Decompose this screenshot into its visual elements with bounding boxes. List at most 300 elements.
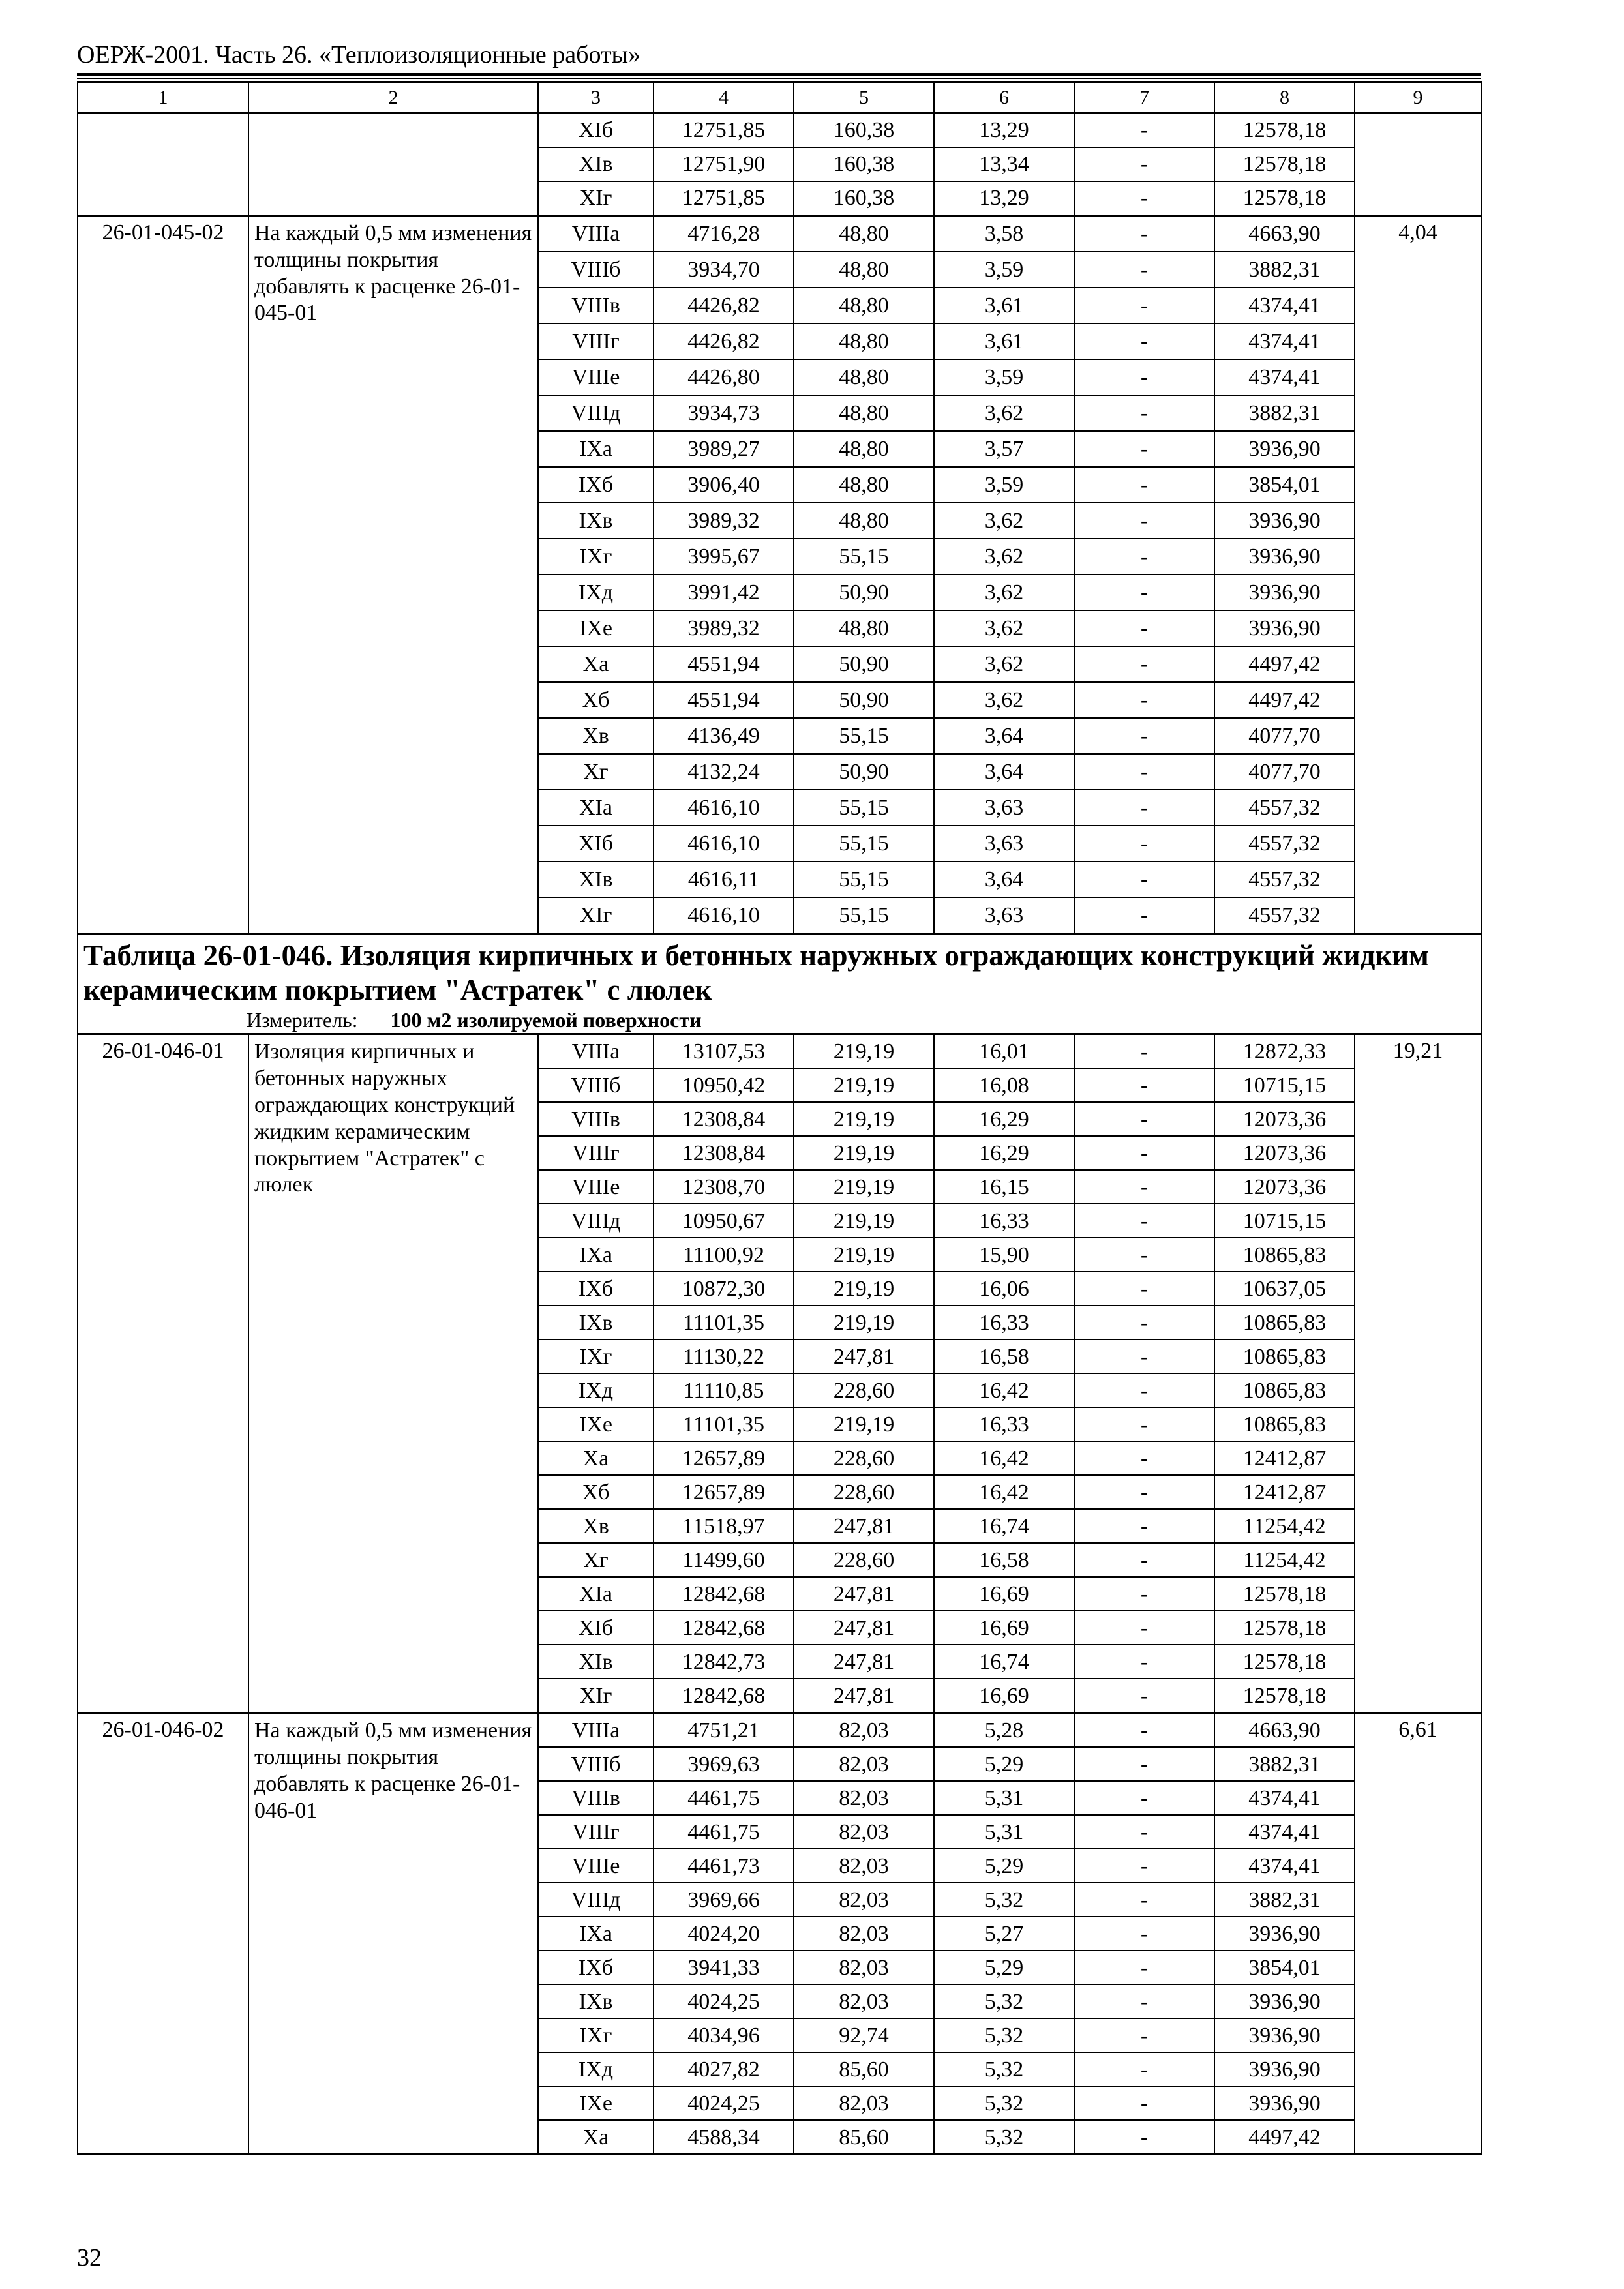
total-cost-cell: 3989,27 [654, 431, 794, 467]
materials-cell: 4497,42 [1214, 2120, 1355, 2154]
labor-wages-cell: 219,19 [794, 1102, 934, 1136]
labor-wages-cell: 247,81 [794, 1611, 934, 1645]
total-cost-cell: 12308,70 [654, 1170, 794, 1204]
machines-cell: 3,58 [934, 216, 1074, 252]
machines-cell: 5,32 [934, 2052, 1074, 2086]
materials-cell: 4374,41 [1214, 323, 1355, 359]
total-cost-cell: 4024,20 [654, 1917, 794, 1951]
labor-wages-cell: 48,80 [794, 610, 934, 646]
zone-cell: VIIIа [538, 1034, 654, 1069]
labor-wages-cell: 228,60 [794, 1441, 934, 1475]
zone-cell: XIа [538, 1577, 654, 1611]
total-cost-cell: 12842,73 [654, 1645, 794, 1679]
zone-cell: VIIIа [538, 216, 654, 252]
rates-table [77, 81, 1482, 2155]
labor-wages-cell: 50,90 [794, 575, 934, 610]
driver-wages-cell: - [1074, 754, 1214, 790]
driver-wages-cell: - [1074, 288, 1214, 323]
labor-wages-cell: 160,38 [794, 113, 934, 148]
machines-cell: 16,29 [934, 1102, 1074, 1136]
table-title: Таблица 26-01-046. Изоляция кирпичных и бетонных наружных ограждающих конструкций жидким керамическим покрытием "Астратек" с люлек [83, 939, 1429, 1007]
materials-cell: 3882,31 [1214, 252, 1355, 288]
materials-cell: 4663,90 [1214, 216, 1355, 252]
labor-wages-cell: 219,19 [794, 1034, 934, 1069]
driver-wages-cell: - [1074, 1339, 1214, 1373]
zone-cell: XIа [538, 790, 654, 826]
materials-cell: 3936,90 [1214, 575, 1355, 610]
materials-cell: 12578,18 [1214, 1679, 1355, 1713]
driver-wages-cell: - [1074, 2120, 1214, 2154]
machines-cell: 5,32 [934, 2086, 1074, 2120]
machines-cell: 16,15 [934, 1170, 1074, 1204]
machines-cell: 13,29 [934, 113, 1074, 148]
materials-cell: 4557,32 [1214, 861, 1355, 897]
total-cost-cell: 10950,42 [654, 1068, 794, 1102]
machines-cell: 16,74 [934, 1645, 1074, 1679]
materials-cell: 4497,42 [1214, 646, 1355, 682]
materials-cell: 12872,33 [1214, 1034, 1355, 1069]
total-cost-cell: 4616,10 [654, 826, 794, 861]
total-cost-cell: 3969,66 [654, 1883, 794, 1917]
total-cost-cell: 4426,82 [654, 288, 794, 323]
machines-cell: 3,62 [934, 395, 1074, 431]
machines-cell: 3,62 [934, 682, 1074, 718]
total-cost-cell: 11518,97 [654, 1509, 794, 1543]
rate-code-cell: 26-01-046-02 [78, 1713, 248, 2155]
total-cost-cell: 11130,22 [654, 1339, 794, 1373]
column-number: 1 [78, 82, 248, 113]
driver-wages-cell: - [1074, 718, 1214, 754]
total-cost-cell: 12657,89 [654, 1475, 794, 1509]
materials-cell: 12578,18 [1214, 1611, 1355, 1645]
materials-cell: 3936,90 [1214, 2052, 1355, 2086]
zone-cell: IXб [538, 467, 654, 503]
driver-wages-cell: - [1074, 1136, 1214, 1170]
machines-cell: 16,33 [934, 1306, 1074, 1339]
machines-cell: 3,59 [934, 252, 1074, 288]
total-cost-cell: 4461,73 [654, 1849, 794, 1883]
zone-cell: VIIIб [538, 252, 654, 288]
driver-wages-cell: - [1074, 1747, 1214, 1781]
driver-wages-cell: - [1074, 1781, 1214, 1815]
machines-cell: 16,33 [934, 1204, 1074, 1238]
total-cost-cell: 13107,53 [654, 1034, 794, 1069]
labor-hours-cell: 4,04 [1355, 216, 1481, 934]
labor-wages-cell: 228,60 [794, 1475, 934, 1509]
driver-wages-cell: - [1074, 467, 1214, 503]
labor-wages-cell: 219,19 [794, 1272, 934, 1306]
materials-cell: 12578,18 [1214, 181, 1355, 216]
labor-wages-cell: 247,81 [794, 1509, 934, 1543]
machines-cell: 16,29 [934, 1136, 1074, 1170]
machines-cell: 15,90 [934, 1238, 1074, 1272]
column-number: 6 [934, 82, 1074, 113]
labor-hours-cell: 19,21 [1355, 1034, 1481, 1713]
measurer-line [83, 1009, 1475, 1032]
zone-cell: VIIIа [538, 1713, 654, 1748]
machines-cell: 5,28 [934, 1713, 1074, 1748]
driver-wages-cell: - [1074, 1951, 1214, 1984]
machines-cell: 5,31 [934, 1781, 1074, 1815]
column-number: 8 [1214, 82, 1355, 113]
zone-cell: VIIIд [538, 1204, 654, 1238]
materials-cell: 3936,90 [1214, 503, 1355, 539]
labor-wages-cell: 55,15 [794, 861, 934, 897]
total-cost-cell: 4588,34 [654, 2120, 794, 2154]
machines-cell: 16,42 [934, 1441, 1074, 1475]
zone-cell: Xг [538, 754, 654, 790]
labor-wages-cell: 55,15 [794, 790, 934, 826]
column-number: 4 [654, 82, 794, 113]
machines-cell: 13,34 [934, 147, 1074, 181]
total-cost-cell: 11499,60 [654, 1543, 794, 1577]
labor-wages-cell: 82,03 [794, 1713, 934, 1748]
driver-wages-cell: - [1074, 1509, 1214, 1543]
materials-cell: 3936,90 [1214, 610, 1355, 646]
zone-cell: IXе [538, 2086, 654, 2120]
labor-wages-cell: 85,60 [794, 2052, 934, 2086]
rate-code-cell [78, 113, 248, 216]
labor-wages-cell: 48,80 [794, 431, 934, 467]
driver-wages-cell: - [1074, 1713, 1214, 1748]
table-title-row [78, 934, 1481, 1034]
materials-cell: 3936,90 [1214, 2018, 1355, 2052]
total-cost-cell: 4716,28 [654, 216, 794, 252]
materials-cell: 10637,05 [1214, 1272, 1355, 1306]
driver-wages-cell: - [1074, 216, 1214, 252]
driver-wages-cell: - [1074, 1611, 1214, 1645]
driver-wages-cell: - [1074, 181, 1214, 216]
zone-cell: VIIIе [538, 1849, 654, 1883]
zone-cell: IXа [538, 1238, 654, 1272]
rate-description-cell [248, 113, 538, 216]
machines-cell: 16,42 [934, 1373, 1074, 1407]
driver-wages-cell: - [1074, 682, 1214, 718]
machines-cell: 3,62 [934, 539, 1074, 575]
driver-wages-cell: - [1074, 1170, 1214, 1204]
labor-wages-cell: 247,81 [794, 1679, 934, 1713]
rate-description-cell: На каждый 0,5 мм изменения толщины покрытия добавлять к расценке 26-01-045-01 [248, 216, 538, 934]
machines-cell: 3,61 [934, 288, 1074, 323]
driver-wages-cell: - [1074, 2052, 1214, 2086]
total-cost-cell: 12842,68 [654, 1577, 794, 1611]
running-header: ОЕРЖ-2001. Часть 26. «Теплоизоляционные работы» [77, 41, 641, 68]
labor-wages-cell: 82,03 [794, 1781, 934, 1815]
rate-description-cell: На каждый 0,5 мм изменения толщины покрытия добавлять к расценке 26-01-046-01 [248, 1713, 538, 2155]
materials-cell: 10715,15 [1214, 1204, 1355, 1238]
zone-cell: XIб [538, 1611, 654, 1645]
labor-wages-cell: 219,19 [794, 1136, 934, 1170]
driver-wages-cell: - [1074, 1645, 1214, 1679]
driver-wages-cell: - [1074, 1679, 1214, 1713]
total-cost-cell: 4551,94 [654, 682, 794, 718]
table-row [78, 1034, 1481, 1069]
total-cost-cell: 4034,96 [654, 2018, 794, 2052]
labor-wages-cell: 219,19 [794, 1068, 934, 1102]
column-number: 9 [1355, 82, 1481, 113]
total-cost-cell: 12751,85 [654, 113, 794, 148]
materials-cell: 3936,90 [1214, 2086, 1355, 2120]
zone-cell: IXд [538, 1373, 654, 1407]
labor-wages-cell: 219,19 [794, 1238, 934, 1272]
zone-cell: IXа [538, 431, 654, 467]
labor-wages-cell: 228,60 [794, 1543, 934, 1577]
labor-wages-cell: 160,38 [794, 147, 934, 181]
driver-wages-cell: - [1074, 1272, 1214, 1306]
labor-wages-cell: 48,80 [794, 395, 934, 431]
total-cost-cell: 4616,10 [654, 897, 794, 934]
machines-cell: 13,29 [934, 181, 1074, 216]
zone-cell: VIIIг [538, 1815, 654, 1849]
driver-wages-cell: - [1074, 1543, 1214, 1577]
labor-wages-cell: 82,03 [794, 2086, 934, 2120]
zone-cell: IXг [538, 1339, 654, 1373]
machines-cell: 5,31 [934, 1815, 1074, 1849]
machines-cell: 3,63 [934, 897, 1074, 934]
driver-wages-cell: - [1074, 503, 1214, 539]
labor-wages-cell: 48,80 [794, 323, 934, 359]
zone-cell: IXв [538, 1984, 654, 2018]
machines-cell: 5,32 [934, 1984, 1074, 2018]
total-cost-cell: 4027,82 [654, 2052, 794, 2086]
materials-cell: 12073,36 [1214, 1102, 1355, 1136]
zone-cell: IXд [538, 2052, 654, 2086]
zone-cell: VIIIв [538, 1781, 654, 1815]
machines-cell: 3,63 [934, 790, 1074, 826]
total-cost-cell: 4551,94 [654, 646, 794, 682]
machines-cell: 5,27 [934, 1917, 1074, 1951]
total-cost-cell: 12751,90 [654, 147, 794, 181]
driver-wages-cell: - [1074, 2086, 1214, 2120]
total-cost-cell: 4426,82 [654, 323, 794, 359]
materials-cell: 4497,42 [1214, 682, 1355, 718]
zone-cell: VIIIе [538, 1170, 654, 1204]
labor-hours-cell [1355, 113, 1481, 216]
labor-wages-cell: 48,80 [794, 503, 934, 539]
materials-cell: 4374,41 [1214, 359, 1355, 395]
machines-cell: 16,58 [934, 1543, 1074, 1577]
materials-cell: 12412,87 [1214, 1475, 1355, 1509]
total-cost-cell: 4461,75 [654, 1815, 794, 1849]
zone-cell: VIIIг [538, 323, 654, 359]
zone-cell: VIIIв [538, 1102, 654, 1136]
materials-cell: 3882,31 [1214, 1747, 1355, 1781]
zone-cell: VIIIв [538, 288, 654, 323]
labor-wages-cell: 247,81 [794, 1577, 934, 1611]
machines-cell: 3,63 [934, 826, 1074, 861]
labor-wages-cell: 228,60 [794, 1373, 934, 1407]
driver-wages-cell: - [1074, 1984, 1214, 2018]
total-cost-cell: 4024,25 [654, 1984, 794, 2018]
machines-cell: 16,01 [934, 1034, 1074, 1069]
driver-wages-cell: - [1074, 1917, 1214, 1951]
column-number: 2 [248, 82, 538, 113]
zone-cell: Xв [538, 718, 654, 754]
zone-cell: VIIIе [538, 359, 654, 395]
zone-cell: VIIIд [538, 1883, 654, 1917]
machines-cell: 5,29 [934, 1951, 1074, 1984]
materials-cell: 10865,83 [1214, 1407, 1355, 1441]
driver-wages-cell: - [1074, 1407, 1214, 1441]
total-cost-cell: 3934,70 [654, 252, 794, 288]
driver-wages-cell: - [1074, 1815, 1214, 1849]
total-cost-cell: 4616,10 [654, 790, 794, 826]
machines-cell: 3,59 [934, 467, 1074, 503]
driver-wages-cell: - [1074, 1577, 1214, 1611]
zone-cell: IXг [538, 2018, 654, 2052]
total-cost-cell: 12308,84 [654, 1136, 794, 1170]
zone-cell: XIв [538, 1645, 654, 1679]
driver-wages-cell: - [1074, 1441, 1214, 1475]
machines-cell: 3,57 [934, 431, 1074, 467]
measurer-value: 100 м2 изолируемой поверхности [390, 1008, 702, 1032]
labor-wages-cell: 247,81 [794, 1339, 934, 1373]
materials-cell: 4374,41 [1214, 1849, 1355, 1883]
driver-wages-cell: - [1074, 431, 1214, 467]
machines-cell: 16,06 [934, 1272, 1074, 1306]
materials-cell: 10865,83 [1214, 1373, 1355, 1407]
materials-cell: 3936,90 [1214, 431, 1355, 467]
zone-cell: XIг [538, 181, 654, 216]
zone-cell: IXб [538, 1272, 654, 1306]
driver-wages-cell: - [1074, 113, 1214, 148]
materials-cell: 10865,83 [1214, 1339, 1355, 1373]
driver-wages-cell: - [1074, 1238, 1214, 1272]
materials-cell: 4557,32 [1214, 790, 1355, 826]
zone-cell: IXг [538, 539, 654, 575]
materials-cell: 3854,01 [1214, 1951, 1355, 1984]
zone-cell: Xа [538, 646, 654, 682]
machines-cell: 16,33 [934, 1407, 1074, 1441]
table-row [78, 1713, 1481, 1748]
labor-wages-cell: 82,03 [794, 1883, 934, 1917]
zone-cell: XIв [538, 147, 654, 181]
labor-wages-cell: 48,80 [794, 216, 934, 252]
driver-wages-cell: - [1074, 646, 1214, 682]
labor-wages-cell: 48,80 [794, 288, 934, 323]
materials-cell: 4077,70 [1214, 718, 1355, 754]
materials-cell: 10865,83 [1214, 1306, 1355, 1339]
machines-cell: 3,64 [934, 718, 1074, 754]
driver-wages-cell: - [1074, 1102, 1214, 1136]
total-cost-cell: 4616,11 [654, 861, 794, 897]
machines-cell: 16,74 [934, 1509, 1074, 1543]
materials-cell: 3936,90 [1214, 1984, 1355, 2018]
machines-cell: 16,58 [934, 1339, 1074, 1373]
driver-wages-cell: - [1074, 2018, 1214, 2052]
zone-cell: IXд [538, 575, 654, 610]
total-cost-cell: 11101,35 [654, 1306, 794, 1339]
labor-wages-cell: 82,03 [794, 1815, 934, 1849]
labor-wages-cell: 82,03 [794, 1951, 934, 1984]
total-cost-cell: 4751,21 [654, 1713, 794, 1748]
materials-cell: 4374,41 [1214, 1815, 1355, 1849]
materials-cell: 12578,18 [1214, 1577, 1355, 1611]
labor-wages-cell: 219,19 [794, 1204, 934, 1238]
driver-wages-cell: - [1074, 1306, 1214, 1339]
total-cost-cell: 4426,80 [654, 359, 794, 395]
materials-cell: 3854,01 [1214, 467, 1355, 503]
zone-cell: VIIIб [538, 1747, 654, 1781]
zone-cell: Xа [538, 1441, 654, 1475]
zone-cell: Xг [538, 1543, 654, 1577]
total-cost-cell: 11101,35 [654, 1407, 794, 1441]
total-cost-cell: 12657,89 [654, 1441, 794, 1475]
total-cost-cell: 3989,32 [654, 503, 794, 539]
zone-cell: VIIIг [538, 1136, 654, 1170]
driver-wages-cell: - [1074, 539, 1214, 575]
header-rule [77, 73, 1481, 79]
total-cost-cell: 3995,67 [654, 539, 794, 575]
materials-cell: 12073,36 [1214, 1136, 1355, 1170]
machines-cell: 5,32 [934, 1883, 1074, 1917]
labor-wages-cell: 55,15 [794, 897, 934, 934]
rate-description-cell: Изоляция кирпичных и бетонных наружных ограждающих конструкций жидким керамическим покрытием "Астратек" с люлек [248, 1034, 538, 1713]
labor-wages-cell: 50,90 [794, 754, 934, 790]
labor-wages-cell: 48,80 [794, 467, 934, 503]
total-cost-cell: 11100,92 [654, 1238, 794, 1272]
page-number: 32 [77, 2244, 102, 2271]
column-number-row [78, 82, 1481, 113]
total-cost-cell: 12308,84 [654, 1102, 794, 1136]
total-cost-cell: 4136,49 [654, 718, 794, 754]
materials-cell: 4663,90 [1214, 1713, 1355, 1748]
labor-wages-cell: 82,03 [794, 1747, 934, 1781]
zone-cell: Xв [538, 1509, 654, 1543]
materials-cell: 3936,90 [1214, 539, 1355, 575]
total-cost-cell: 4132,24 [654, 754, 794, 790]
labor-wages-cell: 219,19 [794, 1170, 934, 1204]
driver-wages-cell: - [1074, 897, 1214, 934]
zone-cell: IXе [538, 1407, 654, 1441]
table-row [78, 216, 1481, 252]
total-cost-cell: 10950,67 [654, 1204, 794, 1238]
materials-cell: 4374,41 [1214, 288, 1355, 323]
labor-wages-cell: 219,19 [794, 1306, 934, 1339]
total-cost-cell: 3989,32 [654, 610, 794, 646]
materials-cell: 3936,90 [1214, 1917, 1355, 1951]
driver-wages-cell: - [1074, 395, 1214, 431]
rate-code-cell: 26-01-045-02 [78, 216, 248, 934]
driver-wages-cell: - [1074, 1373, 1214, 1407]
labor-wages-cell: 219,19 [794, 1407, 934, 1441]
machines-cell: 3,62 [934, 503, 1074, 539]
labor-wages-cell: 50,90 [794, 682, 934, 718]
materials-cell: 11254,42 [1214, 1543, 1355, 1577]
materials-cell: 12412,87 [1214, 1441, 1355, 1475]
labor-hours-cell: 6,61 [1355, 1713, 1481, 2155]
labor-wages-cell: 82,03 [794, 1984, 934, 2018]
materials-cell: 4557,32 [1214, 897, 1355, 934]
machines-cell: 3,64 [934, 754, 1074, 790]
machines-cell: 3,62 [934, 646, 1074, 682]
zone-cell: VIIIб [538, 1068, 654, 1102]
machines-cell: 16,69 [934, 1611, 1074, 1645]
zone-cell: XIг [538, 897, 654, 934]
driver-wages-cell: - [1074, 252, 1214, 288]
column-number: 3 [538, 82, 654, 113]
zone-cell: IXв [538, 1306, 654, 1339]
zone-cell: Xб [538, 682, 654, 718]
zone-cell: IXб [538, 1951, 654, 1984]
total-cost-cell: 11110,85 [654, 1373, 794, 1407]
labor-wages-cell: 85,60 [794, 2120, 934, 2154]
machines-cell: 3,62 [934, 575, 1074, 610]
driver-wages-cell: - [1074, 359, 1214, 395]
machines-cell: 16,69 [934, 1679, 1074, 1713]
total-cost-cell: 3941,33 [654, 1951, 794, 1984]
zone-cell: Xа [538, 2120, 654, 2154]
